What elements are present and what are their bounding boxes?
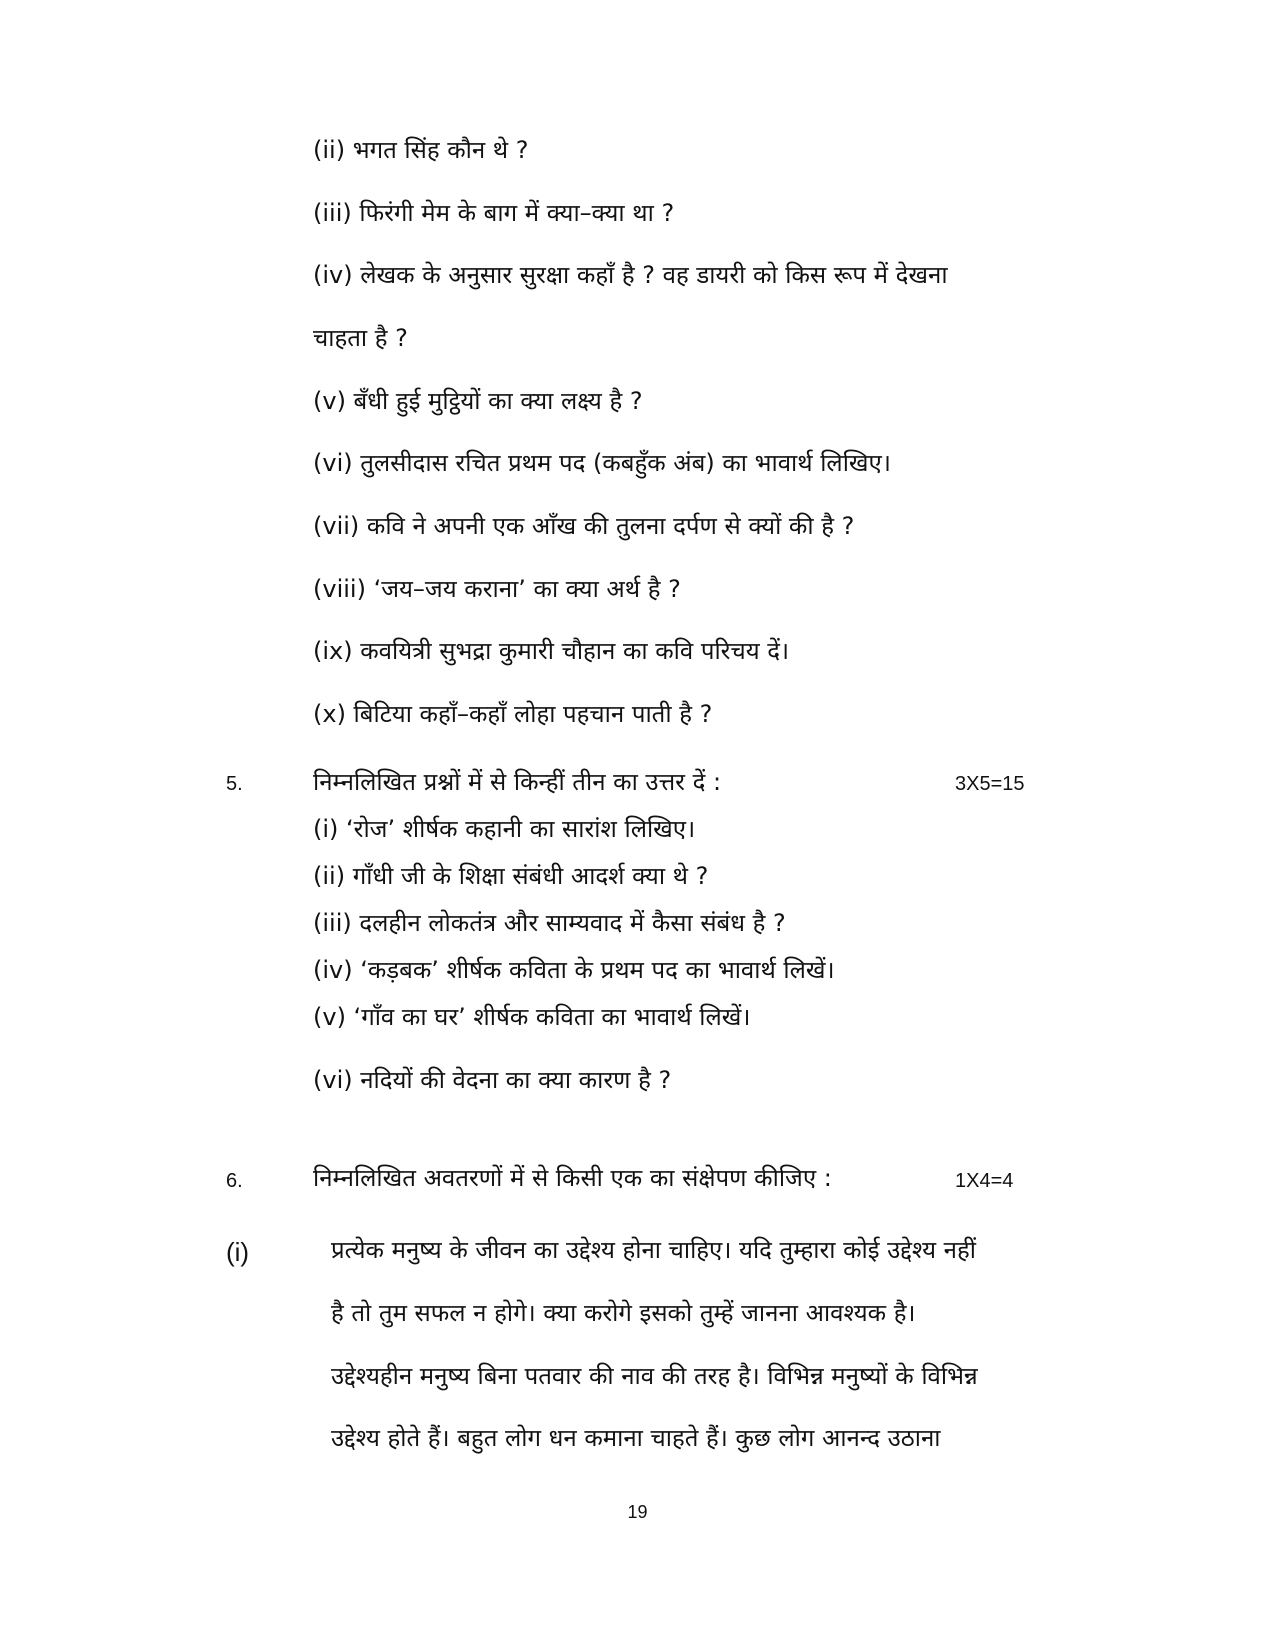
question-vi: (vi) तुलसीदास रचित प्रथम पद (कबहुँक अंब) का भावार्थ लिखिए। <box>313 449 891 477</box>
section-5-marks: 3X5=15 <box>955 773 1025 795</box>
section-6-number: 6. <box>226 1170 243 1192</box>
passage-line-3: उद्देश्यहीन मनुष्य बिना पतवार की नाव की तरह है। विभिन्न मनुष्यों के विभिन्न <box>331 1362 978 1390</box>
section-5-question-v: (v) ‘गाँव का घर’ शीर्षक कविता का भावार्थ लिखें। <box>313 1003 751 1031</box>
section-5-number: 5. <box>226 773 243 795</box>
question-viii: (viii) ‘जय–जय कराना’ का क्या अर्थ है ? <box>313 575 681 603</box>
section-5-question-iv: (iv) ‘कड़बक’ शीर्षक कविता के प्रथम पद का भावार्थ लिखें। <box>313 956 835 984</box>
question-ii: (ii) भगत सिंह कौन थे ? <box>313 136 529 164</box>
question-x: (x) बिटिया कहाँ–कहाँ लोहा पहचान पाती है ? <box>313 700 713 728</box>
question-iv-continued: चाहता है ? <box>313 324 408 352</box>
question-v: (v) बँधी हुई मुट्ठियों का क्या लक्ष्य है ? <box>313 387 643 415</box>
section-5-question-i: (i) ‘रोज’ शीर्षक कहानी का सारांश लिखिए। <box>313 815 696 843</box>
section-5-question-vi: (vi) नदियों की वेदना का क्या कारण है ? <box>313 1066 672 1094</box>
section-5-question-iii: (iii) दलहीन लोकतंत्र और साम्यवाद में कैसा संबंध है ? <box>313 909 786 937</box>
question-iii: (iii) फिरंगी मेम के बाग में क्या–क्या था ? <box>313 199 675 227</box>
page-number: 19 <box>627 1502 648 1522</box>
section-6-marks: 1X4=4 <box>955 1170 1014 1192</box>
question-ix: (ix) कवयित्री सुभद्रा कुमारी चौहान का कवि परिचय दें। <box>313 637 790 665</box>
section-5-question-ii: (ii) गाँधी जी के शिक्षा संबंधी आदर्श क्या थे ? <box>313 862 709 890</box>
passage-label: (i) <box>226 1237 250 1267</box>
passage-line-2: है तो तुम सफल न होगे। क्या करोगे इसको तुम्हें जानना आवश्यक है। <box>331 1299 916 1327</box>
passage-line-4: उद्देश्य होते हैं। बहुत लोग धन कमाना चाहते हैं। कुछ लोग आनन्द उठाना <box>331 1424 941 1452</box>
passage-line-1: प्रत्येक मनुष्य के जीवन का उद्देश्य होना चाहिए। यदि तुम्हारा कोई उद्देश्य नहीं <box>331 1236 976 1264</box>
section-5-heading: निम्नलिखित प्रश्नों में से किन्हीं तीन का उत्तर दें : <box>313 768 722 796</box>
section-6-heading: निम्नलिखित अवतरणों में से किसी एक का संक्षेपण कीजिए : <box>313 1164 832 1192</box>
question-vii: (vii) कवि ने अपनी एक आँख की तुलना दर्पण से क्यों की है ? <box>313 512 855 540</box>
question-iv: (iv) लेखक के अनुसार सुरक्षा कहाँ है ? वह डायरी को किस रूप में देखना <box>313 261 948 289</box>
